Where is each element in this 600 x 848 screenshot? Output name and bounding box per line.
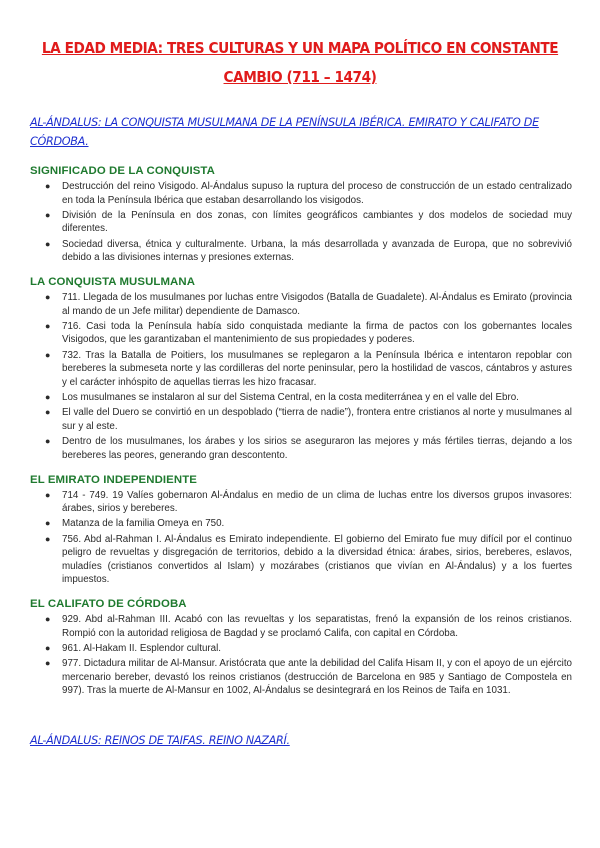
list-item-text: 714 - 749. 19 Valíes gobernaron Al-Ándalus en medio de un clima de luchas entre los diversos grupos invasores: árabes, sirios y bereberes.	[62, 489, 572, 515]
list-item	[45, 533, 572, 587]
bullet-icon: ●	[45, 349, 51, 360]
list-item-text: Dentro de los musulmanes, los árabes y los sirios se aseguraron las mejores y más fértiles tierras, dejando a los bereberes las peores, generando gran descontento.	[62, 436, 572, 461]
list-item	[45, 517, 572, 531]
list-item-text: División de la Península en dos zonas, con límites geográficos cambiantes y dos modelos de sociedad muy diferentes.	[62, 209, 572, 235]
bullet-icon: ●	[45, 209, 51, 220]
list-item	[45, 320, 572, 347]
subsection	[28, 473, 572, 588]
list-item-text: Sociedad diversa, étnica y culturalmente. Urbana, la más desarrollada y avanzada de Europa, que no sobrevivió debido a las divisiones internas y presiones externas.	[62, 238, 572, 264]
section-header: AL-ÁNDALUS: LA CONQUISTA MUSULMANA DE LA PENÍNSULA IBÉRICA. EMIRATO Y CALIFATO DE CÓRDOBA.	[30, 116, 539, 148]
list-item	[45, 238, 572, 265]
list-item-text: 732. Tras la Batalla de Poitiers, los musulmanes se replegaron a la Península Ibérica e intentaron repoblar con bereberes la submeseta norte y las cordilleras del norte peninsular, pero la hostilidad de vascos, cántabros y astures y el carácter inhóspito de aquellas tierras les hizo fracasar.	[62, 349, 572, 388]
list-item	[45, 613, 572, 640]
bullet-list	[28, 489, 572, 588]
bullet-icon: ●	[45, 291, 51, 302]
bullet-icon: ●	[45, 658, 51, 669]
list-item-text: 961. Al-Hakam II. Esplendor cultural.	[62, 642, 222, 654]
subsection-heading: EL EMIRATO INDEPENDIENTE	[30, 473, 197, 486]
subsection-heading: LA CONQUISTA MUSULMANA	[30, 275, 196, 288]
bullet-list	[28, 613, 572, 698]
bullet-icon: ●	[45, 518, 51, 529]
subsection-heading: EL CALIFATO DE CÓRDOBA	[30, 598, 187, 611]
list-item	[45, 391, 572, 405]
list-item-text: Los musulmanes se instalaron al sur del Sistema Central, en la costa mediterránea y en el valle del Ebro.	[62, 392, 519, 404]
list-item-text: 716. Casi toda la Península había sido conquistada mediante la firma de pactos con los gobernantes locales Visigodos, que les garantizaban el mantenimiento de sus propiedades y poderes.	[62, 320, 572, 346]
list-item	[45, 209, 572, 236]
list-item-text: 711. Llegada de los musulmanes por luchas entre Visigodos (Batalla de Guadalete). Al-Ándalus es Emirato (provincia al mando de un Jefe militar) dependiente de Damasco.	[62, 291, 572, 317]
bullet-icon: ●	[45, 320, 51, 331]
list-item-text: 929. Abd al-Rahman III. Acabó con las revueltas y los separatistas, frenó la expansión de los reinos cristianos. Rompió con la autoridad religiosa de Bagdad y se proclamó Califa, con capital en Córdoba.	[62, 614, 572, 639]
subsection	[28, 275, 572, 463]
list-item	[45, 435, 572, 462]
list-item	[45, 489, 572, 516]
bullet-list	[28, 180, 572, 265]
sections-container	[28, 164, 572, 698]
bullet-icon: ●	[45, 533, 51, 544]
footer-section-header: AL-ÁNDALUS: REINOS DE TAIFAS. REINO NAZARÍ.	[30, 733, 290, 747]
list-item-text: 977. Dictadura militar de Al-Mansur. Aristócrata que ante la debilidad del Califa Hisam II, y con el apoyo de un ejército mercenario bereber, devastó los reinos cristianos (destrucción de Barcelona en 985 y Santiago de Compostela en 997). Tras la muerte de Al-Mansur en 1002, Al-Ándalus se desintegrará en los Reinos de Taifa en 1031.	[62, 658, 572, 697]
bullet-icon: ●	[45, 642, 51, 653]
list-item	[45, 642, 572, 656]
list-item-text: 756. Abd al-Rahman I. Al-Ándalus es Emirato independiente. El gobierno del Emirato fue muy difícil por el continuo peligro de revueltas y disgregación de territorios, debido a la diversidad étnica: árabes, sirios, bereberes, eslavos, muladíes (cristianos convertidos al Islam) y mozárabes (cristianos que vivían en Al-Ándalus) y a los fuertes impuestos.	[62, 533, 572, 586]
list-item	[45, 349, 572, 390]
bullet-icon: ●	[45, 181, 51, 191]
list-item	[45, 657, 572, 698]
bullet-icon: ●	[45, 238, 51, 249]
bullet-icon: ●	[45, 407, 51, 418]
bullet-icon: ●	[45, 436, 51, 447]
list-item-text: El valle del Duero se convirtió en un despoblado (“tierra de nadie”), frontera entre cristianos al norte y musulmanes al sur y al este.	[62, 407, 572, 433]
list-item	[45, 180, 572, 207]
bullet-icon: ●	[45, 614, 51, 625]
bullet-list	[28, 291, 572, 463]
subsection	[28, 597, 572, 698]
bullet-icon: ●	[45, 392, 51, 403]
list-item	[45, 406, 572, 433]
subsection	[28, 164, 572, 265]
bullet-icon: ●	[45, 489, 51, 500]
list-item-text: Destrucción del reino Visigodo. Al-Ándalus supuso la ruptura del proceso de construcción de un estado centralizado en toda la Península Ibérica que estaban desarrollando los visigodos.	[62, 181, 572, 206]
page-title: LA EDAD MEDIA: TRES CULTURAS Y UN MAPA POLÍTICO EN CONSTANTE CAMBIO (711 – 1474)	[41, 39, 559, 86]
list-item	[45, 291, 572, 318]
list-item-text: Matanza de la familia Omeya en 750.	[62, 518, 225, 530]
subsection-heading: SIGNIFICADO DE LA CONQUISTA	[30, 165, 215, 177]
